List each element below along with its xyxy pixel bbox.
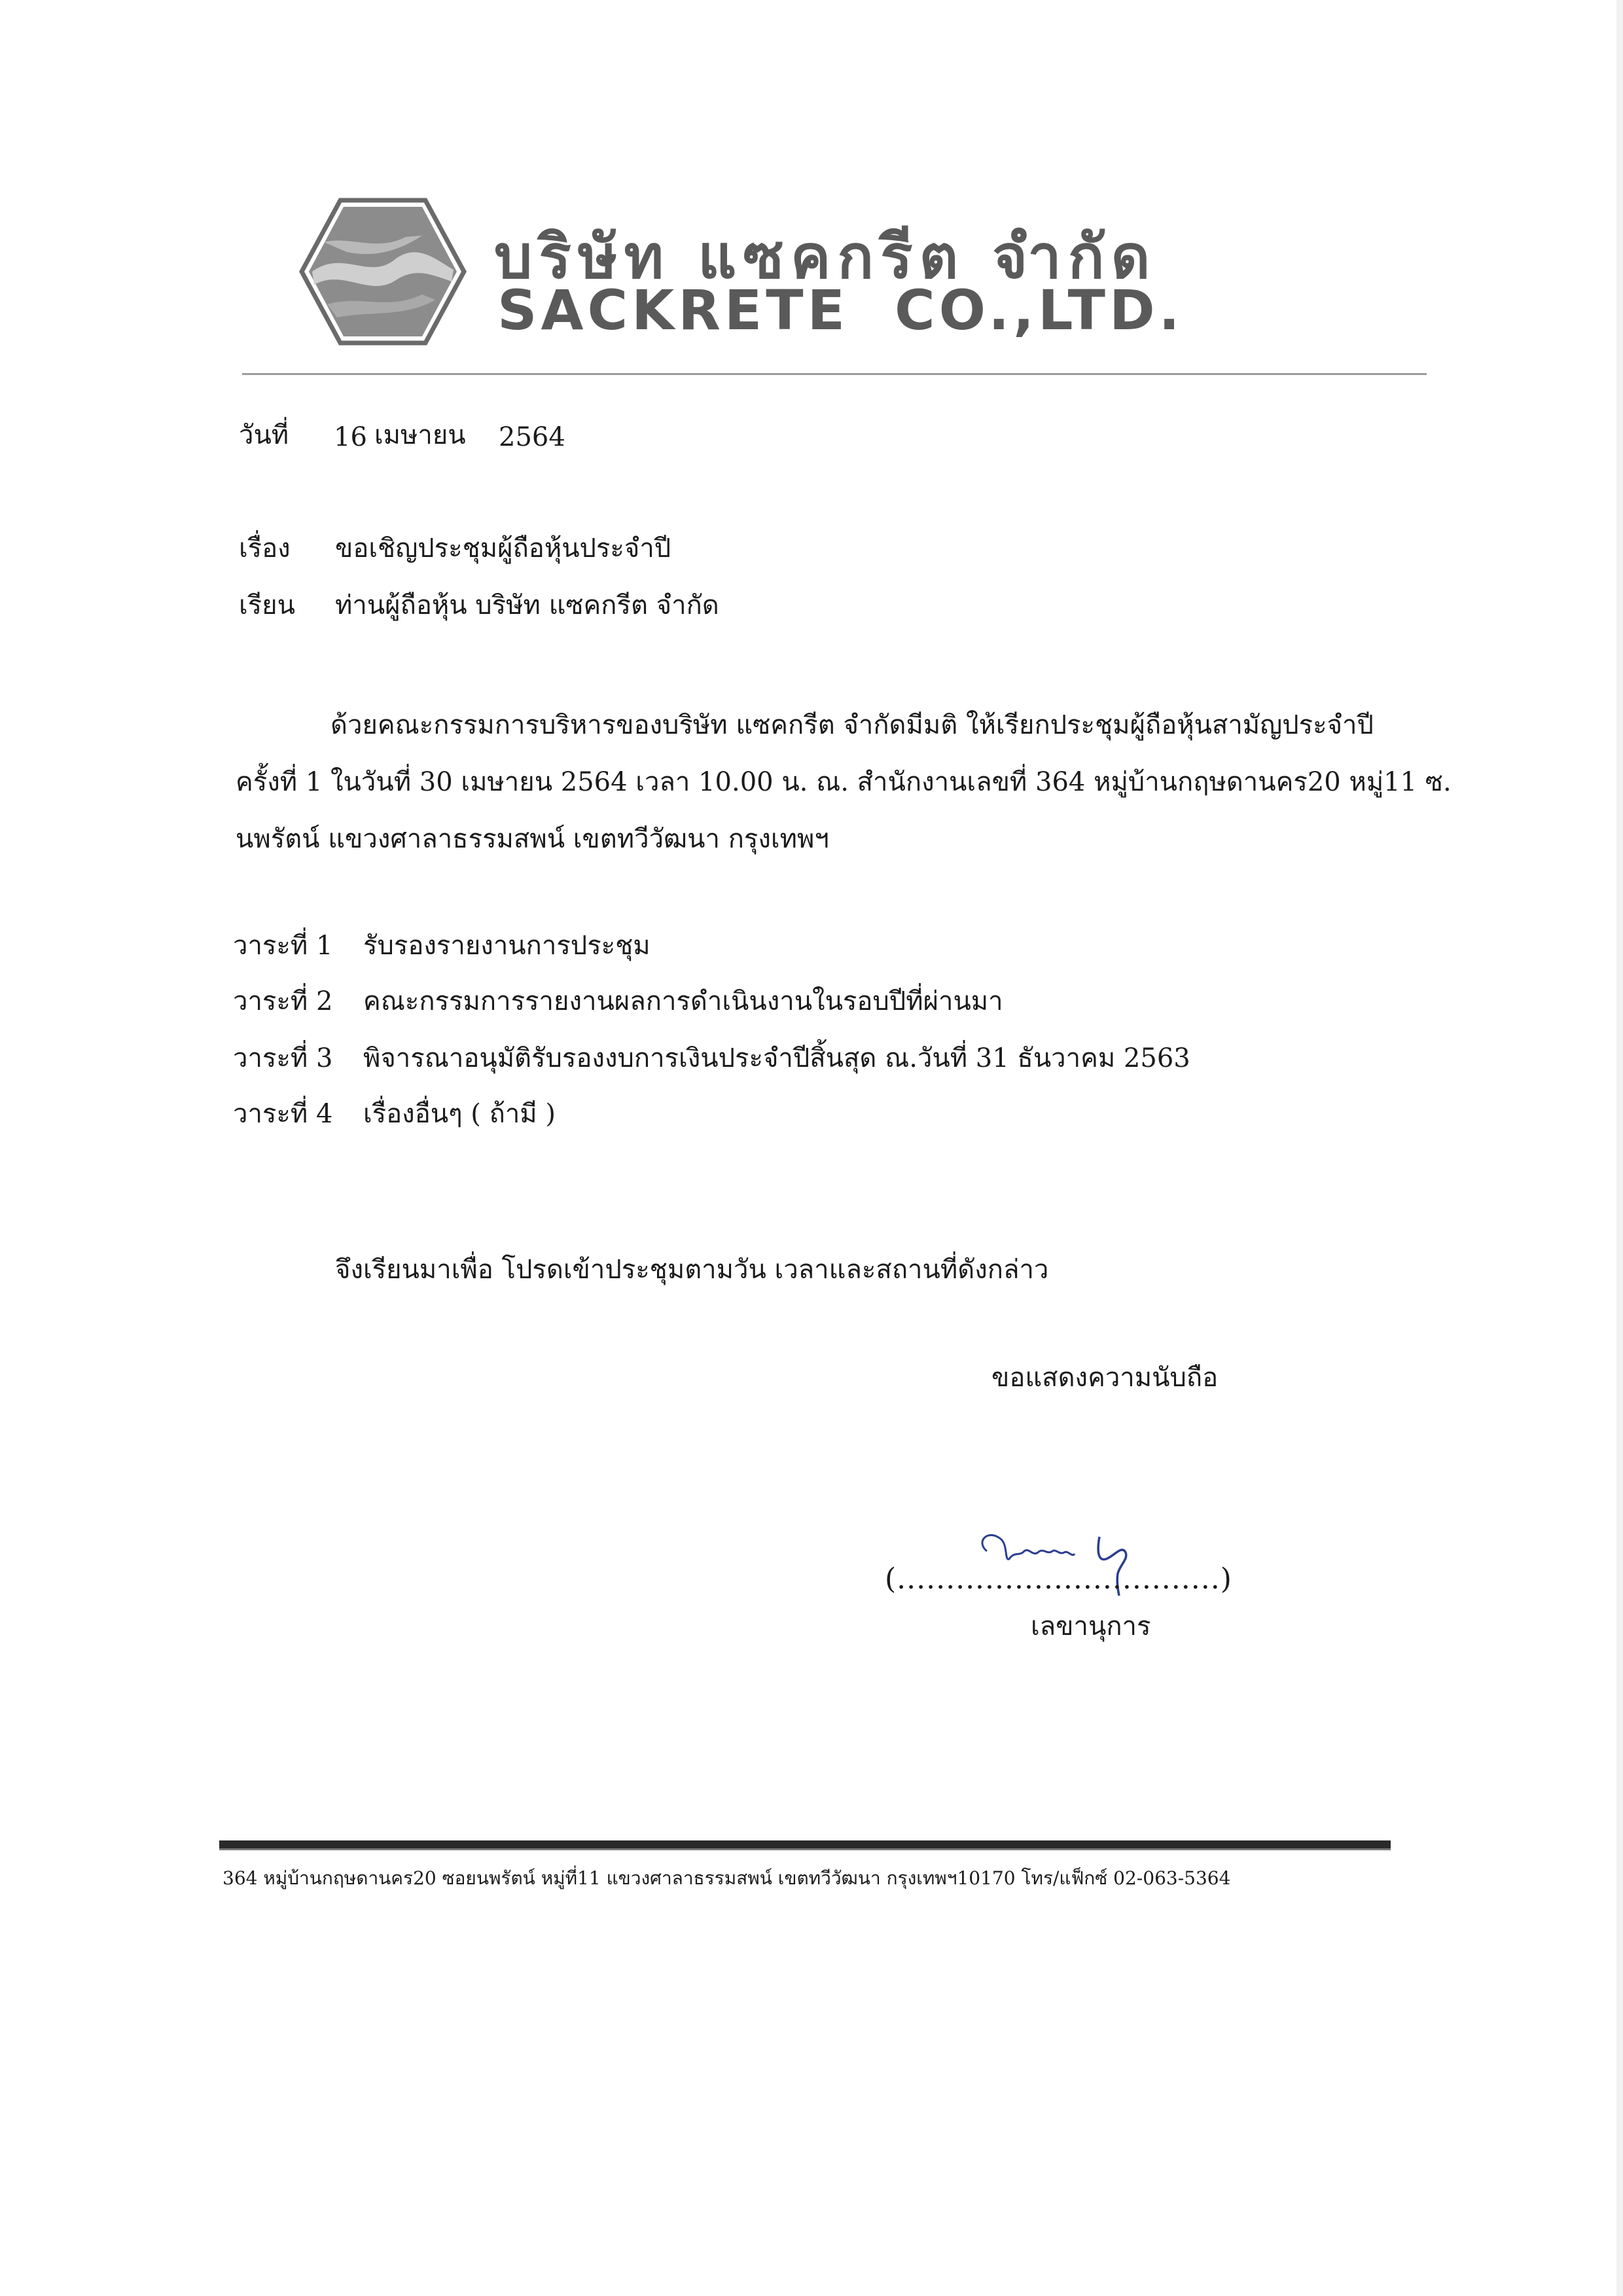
recipient-label: เรียน (239, 590, 295, 620)
signatory-title: เลขานุการ (1031, 1611, 1151, 1641)
agenda-label-4: วาระที่ 4 (233, 1099, 333, 1129)
signature-line: (.................................) (885, 1562, 1232, 1596)
subject-label: เรื่อง (239, 533, 291, 564)
body-line-3: นพรัตน์ แขวงศาลาธรรมสพน์ เขตทวีวัฒนา กรุงเทพฯ (236, 824, 829, 854)
agenda-label-3: วาระที่ 3 (233, 1043, 333, 1073)
agenda-text-2: คณะกรรมการรายงานผลการดำเนินงานในรอบปีที่ผ่านมา (363, 986, 1003, 1016)
body-line-1: ด้วยคณะกรรมการบริหารของบริษัท แซคกรีต จำกัดมีมติ ให้เรียกประชุมผู้ถือหุ้นสามัญประจำปี (330, 710, 1374, 740)
agenda-text-4: เรื่องอื่นๆ ( ถ้ามี ) (363, 1099, 556, 1129)
recipient-value: ท่านผู้ถือหุ้น บริษัท แซคกรีต จำกัด (335, 590, 719, 620)
footer-divider (219, 1840, 1391, 1850)
agenda-text-1: รับรองรายงานการประชุม (363, 931, 651, 961)
date-year: 2564 (499, 422, 565, 452)
regards-text: ขอแสดงความนับถือ (991, 1363, 1219, 1393)
date-label: วันที่ (239, 420, 289, 450)
subject-value: ขอเชิญประชุมผู้ถือหุ้นประจำปี (335, 533, 671, 564)
company-name-english-part2: CO.,LTD. (895, 278, 1184, 342)
scan-edge (1616, 0, 1623, 2296)
footer-address: 364 หมู่บ้านกฤษดานคร20 ซอยนพรัตน์ หมู่ที่11 แขวงศาลาธรรมสพน์ เขตทวีวัฒนา กรุงเทพฯ10170 โทร/แฟ็กซ์ 02-063-5364 (223, 1867, 1231, 1889)
company-name-thai: บริษัท แซคกรีต จำกัด (494, 222, 1157, 292)
closing-sentence: จึงเรียนมาเพื่อ โปรดเข้าประชุมตามวัน เวลาและสถานที่ดังกล่าว (335, 1255, 1049, 1285)
company-name-english-part1: SACKRETE (497, 278, 849, 342)
date-month: เมษายน (374, 420, 466, 450)
date-day: 16 (334, 422, 367, 452)
hexagon-logo-icon (298, 196, 468, 347)
agenda-label-1: วาระที่ 1 (233, 931, 333, 961)
body-line-2: ครั้งที่ 1 ในวันที่ 30 เมษายน 2564 เวลา 10.00 น. ณ. สำนักงานเลขที่ 364 หมู่บ้านกฤษดานคร20 หมู่11 ซ. (236, 767, 1452, 797)
agenda-text-3: พิจารณาอนุมัติรับรองงบการเงินประจำปีสิ้นสุด ณ.วันที่ 31 ธันวาคม 2563 (363, 1043, 1190, 1073)
agenda-label-2: วาระที่ 2 (233, 986, 333, 1016)
company-name-english (497, 278, 1184, 342)
header-divider (242, 373, 1427, 375)
